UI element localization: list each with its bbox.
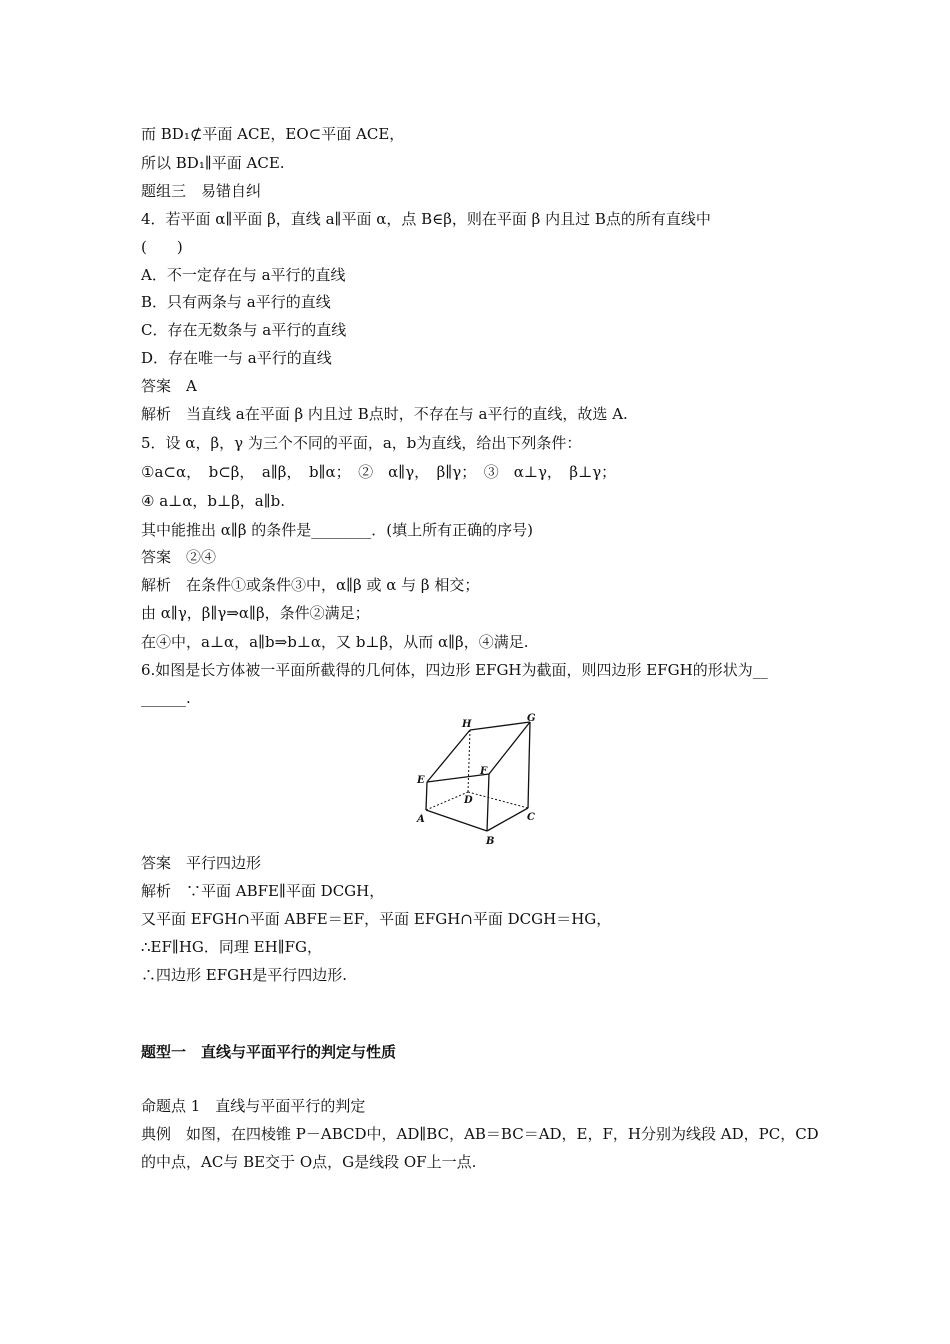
answer: 答案 A — [141, 377, 197, 395]
text-line: 所以 BD₁∥平面 ACE. — [141, 154, 285, 172]
option-d: D．存在唯一与 a平行的直线 — [141, 349, 332, 367]
figure-label: H — [462, 719, 472, 730]
answer: 答案 ②④ — [141, 548, 217, 566]
analysis: 解析 当直线 a在平面 β 内且过 B点时，不存在与 a平行的直线，故选 A. — [141, 405, 628, 423]
figure-label: A — [417, 814, 425, 825]
example-text: 的中点，AC与 BE交于 O点，G是线段 OF上一点. — [141, 1153, 477, 1171]
geometry-figure — [405, 710, 555, 850]
text-line: 而 BD₁⊄平面 ACE，EO⊂平面 ACE， — [141, 125, 405, 143]
question-6: ______. — [141, 689, 191, 707]
option-b: B．只有两条与 a平行的直线 — [141, 293, 331, 311]
analysis: 又平面 EFGH∩平面 ABFE＝EF，平面 EFGH∩平面 DCGH＝HG， — [141, 910, 612, 928]
question-5: 5．设 α，β，γ 为三个不同的平面，a，b为直线，给出下列条件： — [141, 434, 582, 452]
section-title: 题型一 直线与平面平行的判定与性质 — [141, 1043, 397, 1061]
question-5-ask: 其中能推出 α∥β 的条件是________．(填上所有正确的序号) — [141, 521, 533, 539]
analysis: ∴EF∥HG．同理 EH∥FG， — [141, 938, 323, 956]
analysis: 由 α∥γ，β∥γ⇒α∥β，条件②满足； — [141, 604, 370, 622]
option-c: C．存在无数条与 a平行的直线 — [141, 321, 347, 339]
figure-label: D — [464, 795, 473, 806]
answer: 答案 平行四边形 — [141, 854, 262, 872]
analysis: ∴四边形 EFGH是平行四边形. — [141, 966, 347, 984]
figure-svg — [405, 710, 555, 850]
figure-label: F — [480, 766, 488, 777]
analysis: 解析 在条件①或条件③中，α∥β 或 α 与 β 相交； — [141, 576, 480, 594]
conditions: ①a⊂α， b⊂β， a∥β， b∥α； ② α∥γ， β∥γ； ③ α⊥γ， β⊥γ； — [141, 463, 617, 481]
analysis: 在④中，a⊥α，a∥b⇒b⊥α，又 b⊥β，从而 α∥β，④满足. — [141, 633, 529, 651]
figure-label: E — [417, 775, 425, 786]
section-heading: 题组三 易错自纠 — [141, 182, 262, 200]
answer-blank: ( ) — [141, 238, 183, 256]
analysis: 解析 ∵平面 ABFE∥平面 DCGH， — [141, 882, 385, 900]
figure-label: B — [486, 836, 495, 847]
question-6: 6.如图是长方体被一平面所截得的几何体，四边形 EFGH为截面，则四边形 EFGH的形状为__ — [141, 661, 768, 679]
conditions: ④ a⊥α，b⊥β，a∥b. — [141, 492, 286, 510]
figure-label: C — [527, 812, 535, 823]
figure-label: G — [527, 713, 536, 724]
example-text: 典例 如图，在四棱锥 P－ABCD中，AD∥BC，AB＝BC＝AD，E，F，H分别为线段 AD，PC，CD — [141, 1125, 819, 1143]
subsection-title: 命题点 1 直线与平面平行的判定 — [141, 1097, 366, 1115]
option-a: A．不一定存在与 a平行的直线 — [141, 266, 346, 284]
question-4: 4．若平面 α∥平面 β，直线 a∥平面 α，点 B∈β，则在平面 β 内且过 B点的所有直线中 — [141, 210, 711, 228]
